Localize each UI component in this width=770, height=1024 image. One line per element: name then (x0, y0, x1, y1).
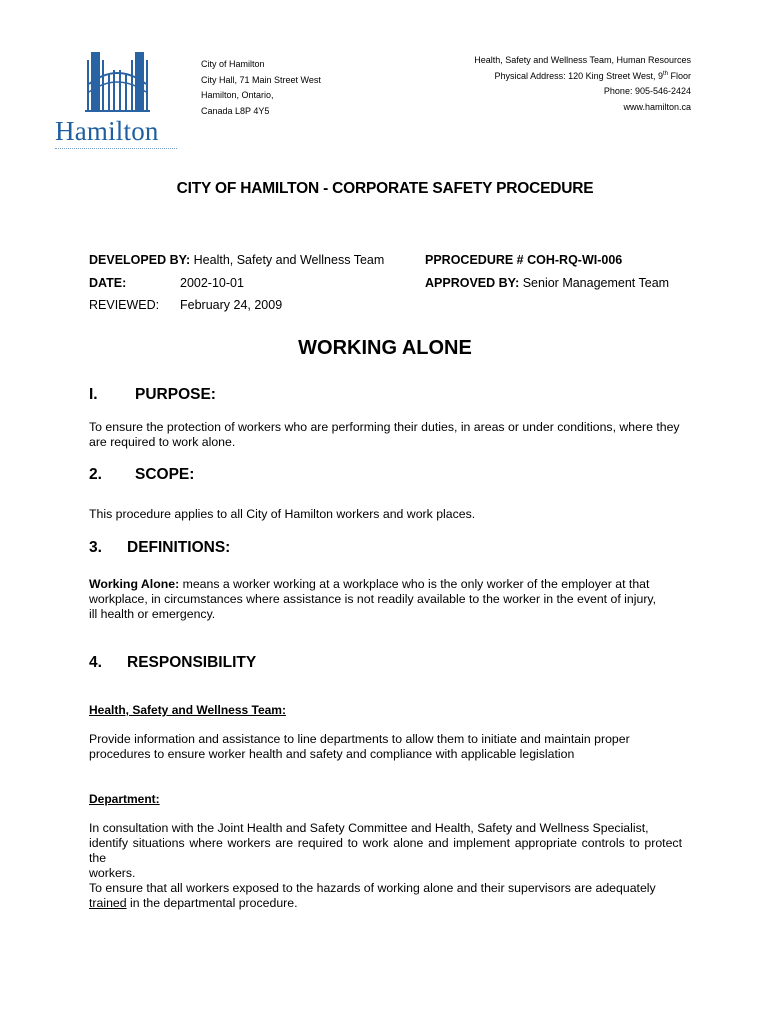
procedure-title: WORKING ALONE (298, 337, 472, 359)
section-number: 3. (89, 539, 102, 556)
address-line: Canada L8P 4Y5 (201, 105, 270, 116)
logo-wordmark: Hamilton (55, 116, 159, 146)
hsw-team-text: Provide information and assistance to line departments to allow them to initiate and maintain proper procedures to ensure worker health and safety and compliance with applicable legislation (89, 732, 630, 761)
scope-heading: SCOPE: (135, 466, 195, 483)
responsibility-heading: RESPONSIBILITY (127, 654, 257, 671)
address-line: City Hall, 71 Main Street West (201, 74, 321, 85)
trained-underlined: trained (89, 896, 127, 910)
section-number: I. (89, 386, 98, 403)
definitions-heading: DEFINITIONS: (127, 539, 231, 556)
website: www.hamilton.ca (623, 101, 691, 112)
purpose-text: To ensure the protection of workers who are performing their duties, in areas or under conditions, where they are required to work alone. (89, 420, 680, 449)
purpose-heading: PURPOSE: (135, 386, 216, 403)
approved-by: APPROVED BY: Senior Management Team (425, 276, 670, 290)
team-name: Health, Safety and Wellness Team, Human Resources (474, 55, 691, 65)
document-title: CITY OF HAMILTON - CORPORATE SAFETY PROCEDURE (176, 180, 594, 197)
hsw-team-subheading: Health, Safety and Wellness Team: (89, 703, 286, 717)
reviewed-label: REVIEWED: (89, 298, 160, 312)
section-number: 2. (89, 466, 102, 483)
address-line: Hamilton, Ontario, (201, 90, 274, 100)
physical-address: Physical Address: 120 King Street West, 9th Floor (494, 70, 691, 81)
team-contact (474, 53, 691, 115)
developed-by: DEVELOPED BY: Health, Safety and Wellness Team (89, 253, 385, 267)
city-address (201, 57, 321, 119)
procedure-number: PPROCEDURE # COH-RQ-WI-006 (425, 253, 623, 267)
address-line: City of Hamilton (201, 59, 265, 69)
scope-text: This procedure applies to all City of Hamilton workers and work places. (89, 507, 476, 521)
logo-underline (55, 148, 177, 149)
section-number: 4. (89, 654, 102, 671)
department-text-1: In consultation with the Joint Health and Safety Committee and Health, Safety and Wellness Specialist, identify situations where workers are required to work alone and implement appropriate controls to protect the workers. (89, 821, 682, 880)
phone: Phone: 905-546-2424 (603, 86, 691, 96)
date-label: DATE: (89, 276, 127, 290)
reviewed-value: February 24, 2009 (180, 298, 283, 312)
department-text-2: To ensure that all workers exposed to the hazards of working alone and their supervisors are adequately trained in the departmental procedure. (89, 881, 656, 910)
definition-term: Working Alone: (89, 577, 180, 591)
department-subheading: Department: (89, 792, 160, 806)
definition-working-alone: Working Alone: means a worker working at a workplace who is the only worker of the employer at that workplace, in circumstances where assistance is not readily available to the worker in the event of injury, ill health or emergency. (89, 577, 657, 621)
date-value: 2002-10-01 (180, 276, 244, 290)
